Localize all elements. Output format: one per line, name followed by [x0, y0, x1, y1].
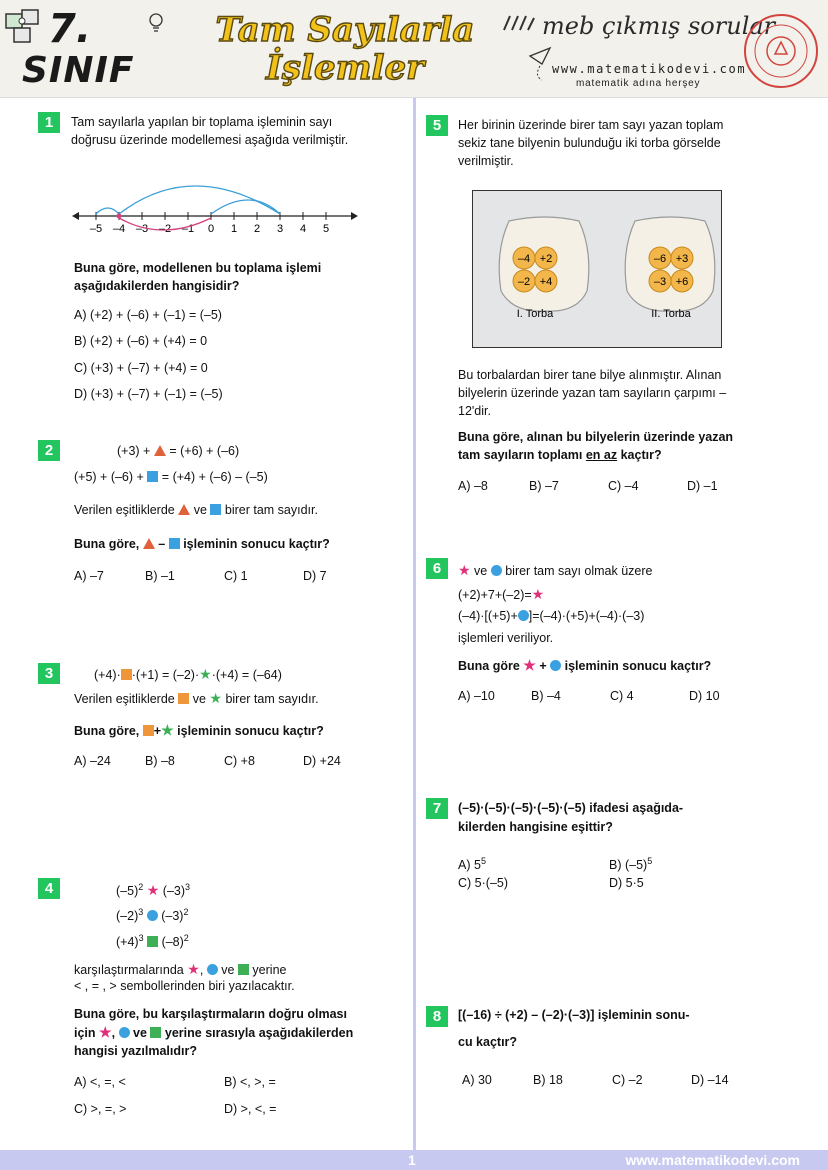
q7-option-c[interactable]: C) 5·(–5) — [458, 876, 509, 890]
blue-circle-icon — [518, 610, 529, 621]
ball-label: +4 — [539, 276, 553, 288]
pink-star-icon: ★ — [187, 961, 200, 977]
triangle-icon — [154, 445, 166, 456]
tick-label: 2 — [253, 223, 261, 235]
q8-option-c[interactable]: C) –2 — [612, 1073, 643, 1087]
paper-plane-icon — [528, 46, 554, 82]
q3-option-b[interactable]: B) –8 — [145, 754, 175, 768]
triangle-icon — [178, 504, 190, 515]
ball-label: +2 — [539, 253, 553, 265]
blue-square-icon — [169, 538, 180, 549]
ball-label: +6 — [675, 276, 689, 288]
question-number-4: 4 — [38, 878, 60, 899]
q7-question-line-1: (–5)·(–5)·(–5)·(–5)·(–5) ifadesi aşağıda- — [458, 801, 684, 815]
q8-option-b[interactable]: B) 18 — [533, 1073, 563, 1087]
q5-info: Bu torbalardan birer tane bilye alınmıştır. Alınan bilyelerin üzerinde yazan tam sayıların çarpımı –12'dir. — [458, 368, 727, 418]
page-footer — [0, 1150, 828, 1170]
bags-figure — [472, 190, 722, 348]
grade-number: 7. — [48, 6, 92, 52]
tick-label: –4 — [112, 223, 126, 235]
question-number-1: 1 — [38, 112, 60, 133]
pink-star-icon: ★ — [458, 562, 471, 578]
q4-option-b[interactable]: B) <, >, = — [224, 1075, 276, 1089]
blue-circle-icon — [147, 910, 158, 921]
tick-label: –3 — [135, 223, 149, 235]
blue-arc-small — [96, 208, 119, 214]
tick-label: –2 — [158, 223, 172, 235]
q4-option-c[interactable]: C) >, =, > — [74, 1102, 127, 1116]
q1-text: Tam sayılarla yapılan bir toplama işleminin sayı doğrusu üzerinde modellemesi aşağıda verilmiştir. — [71, 115, 349, 147]
pink-star-icon: ★ — [531, 586, 545, 602]
ball-label: –3 — [653, 276, 667, 288]
green-star-icon: ★ — [199, 666, 212, 682]
ball-label: –6 — [653, 253, 667, 265]
q6-equation-2: (–4)·[(+5)+ ]=(–4)·(+5)+(–4)·(–3) — [458, 609, 645, 623]
pink-star-icon: ★ — [99, 1024, 112, 1040]
blue-circle-icon — [491, 565, 502, 576]
q2-option-c[interactable]: C) 1 — [224, 569, 248, 583]
footer-site[interactable]: www.matematikodevi.com — [625, 1152, 800, 1168]
tick-label: 0 — [207, 223, 215, 235]
tick-label: 5 — [322, 223, 330, 235]
q2-given: Verilen eşitliklerde ve birer tam sayıdır. — [74, 503, 318, 517]
q2-option-d[interactable]: D) 7 — [303, 569, 327, 583]
q5-option-b[interactable]: B) –7 — [529, 479, 559, 493]
q1-option-d[interactable]: D) (+3) + (–7) + (–1) = (–5) — [74, 387, 223, 401]
header-slogan: matematik adına herşey — [576, 78, 701, 89]
orange-square-icon — [178, 693, 189, 704]
question-number-2: 2 — [38, 440, 60, 461]
q4-comparison-1: $(-5)^2$ ★ $(-3)^3$ — [116, 882, 191, 899]
tick-label: 1 — [230, 223, 238, 235]
title-line-2: İşlemler — [265, 48, 425, 88]
q8-question-line-2: cu kaçtır? — [458, 1035, 518, 1049]
bag-2-label: II. Torba — [651, 308, 691, 320]
q4-question: Buna göre, bu karşılaştırmaların doğru olması için ★, ve yerine sırasıyla aşağıdakilerden hangisi yazılmalıdır? — [74, 1007, 354, 1058]
decorative-strokes-icon — [500, 12, 540, 34]
blue-square-icon — [147, 471, 158, 482]
blue-circle-icon — [207, 964, 218, 975]
tick-label: –5 — [89, 223, 103, 235]
q3-option-a[interactable]: A) –24 — [74, 754, 111, 768]
q7-option-d[interactable]: D) 5·5 — [609, 876, 644, 890]
q4-line-1: karşılaştırmalarında ★, ve yerine — [74, 961, 287, 977]
grade-word: SINIF — [22, 50, 135, 91]
green-square-icon — [150, 1027, 161, 1038]
q7-option-a[interactable]: A) $5^5$ — [458, 856, 486, 873]
q1-option-b[interactable]: B) (+2) + (–6) + (+4) = 0 — [74, 334, 208, 348]
pink-star-icon: ★ — [523, 657, 536, 673]
q6-question: Buna göre ★ + işleminin sonucu kaçtır? — [458, 657, 712, 673]
q3-option-d[interactable]: D) +24 — [303, 754, 341, 768]
puzzle-icon — [4, 6, 48, 46]
green-star-icon: ★ — [209, 690, 222, 706]
q2-question: Buna göre, – işleminin sonucu kaçtır? — [74, 537, 330, 551]
q8-option-d[interactable]: D) –14 — [691, 1073, 729, 1087]
triangle-icon — [143, 538, 155, 549]
question-number-7: 7 — [426, 798, 448, 819]
orange-square-icon — [143, 725, 154, 736]
q3-option-c[interactable]: C) +8 — [224, 754, 255, 768]
bag-2-icon — [625, 217, 715, 311]
q2-equation-2: (+5) + (–6) + = (+4) + (–6) – (–5) — [74, 470, 268, 484]
q6-option-c[interactable]: C) 4 — [610, 689, 634, 703]
bag-1-label: I. Torba — [516, 308, 554, 320]
q5-text: Her birinin üzerinde birer tam sayı yazan toplam sekiz tane bilyenin bulunduğu iki torba görselde verilmiştir. — [458, 118, 724, 168]
tick-label: 3 — [276, 223, 284, 235]
q3-given: Verilen eşitliklerde ve ★ birer tam sayıdır. — [74, 690, 319, 706]
meb-label: meb çıkmış sorular — [542, 12, 776, 40]
green-square-icon — [238, 964, 249, 975]
pink-star-icon: ★ — [146, 882, 160, 899]
green-star-icon: ★ — [161, 722, 174, 738]
q5-option-a[interactable]: A) –8 — [458, 479, 488, 493]
question-number-6: 6 — [426, 558, 448, 579]
orange-square-icon — [121, 669, 132, 680]
q1-option-c[interactable]: C) (+3) + (–7) + (+4) = 0 — [74, 361, 208, 375]
q4-comparison-2: $(-2)^3$ $(-3)^2$ — [116, 907, 189, 924]
blue-arc-large — [119, 186, 280, 214]
q5-option-d[interactable]: D) –1 — [687, 479, 718, 493]
green-square-icon — [147, 936, 158, 947]
q2-option-a[interactable]: A) –7 — [74, 569, 104, 583]
page-number: 1 — [408, 1152, 416, 1168]
header-site[interactable]: www.matematikodevi.com — [552, 62, 747, 76]
q4-option-a[interactable]: A) <, =, < — [74, 1075, 126, 1089]
q5-question: Buna göre, alınan bu bilyelerin üzerinde yazan tam sayıların toplamı en az kaçtır? — [458, 430, 734, 462]
q3-question: Buna göre, +★ işleminin sonucu kaçtır? — [74, 722, 324, 738]
question-number-3: 3 — [38, 663, 60, 684]
blue-square-icon — [210, 504, 221, 515]
q6-given: işlemleri veriliyor. — [458, 631, 554, 645]
tick-label: 4 — [299, 223, 307, 235]
q6-option-a[interactable]: A) –10 — [458, 689, 495, 703]
q7-question-line-2: kilerden hangisine eşittir? — [458, 820, 613, 834]
title-line-1: Tam Sayılarla — [215, 10, 475, 50]
q6-line-1: ★ ve birer tam sayı olmak üzere — [458, 562, 653, 578]
q4-comparison-3: $(+4)^3$ $(-8)^2$ — [116, 933, 189, 950]
q7-option-b[interactable]: B) $(-5)^5$ — [609, 856, 653, 873]
blue-circle-icon — [119, 1027, 130, 1038]
column-divider — [413, 98, 416, 1150]
q6-option-d[interactable]: D) 10 — [689, 689, 720, 703]
tick-label: –1 — [181, 223, 195, 235]
question-number-8: 8 — [426, 1006, 448, 1027]
blue-arc-medium — [211, 200, 280, 214]
q4-option-d[interactable]: D) >, <, = — [224, 1102, 277, 1116]
blue-circle-icon — [550, 660, 561, 671]
ministry-seal-icon — [742, 12, 820, 90]
q6-option-b[interactable]: B) –4 — [531, 689, 561, 703]
q2-option-b[interactable]: B) –1 — [145, 569, 175, 583]
ball-label: +3 — [675, 253, 689, 265]
page-header — [0, 0, 828, 98]
q4-line-2: < , = , > sembollerinden biri yazılacaktır. — [74, 979, 295, 993]
number-line — [72, 172, 358, 242]
q1-question: Buna göre, modellenen bu toplama işlemi aşağıdakilerden hangisidir? — [74, 261, 322, 293]
q1-option-a[interactable]: A) (+2) + (–6) + (–1) = (–5) — [74, 308, 222, 322]
q8-option-a[interactable]: A) 30 — [462, 1073, 492, 1087]
q3-equation: (+4)· ·(+1) = (–2)·★·(+4) = (–64) — [94, 666, 282, 682]
ball-label: –2 — [517, 276, 531, 288]
q5-option-c[interactable]: C) –4 — [608, 479, 639, 493]
q8-question-line-1: [(–16) ÷ (+2) – (–2)·(–3)] işleminin sonu- — [458, 1008, 690, 1022]
ball-label: –4 — [517, 253, 531, 265]
q6-equation-1: (+2)+7+(–2)=★ — [458, 586, 545, 602]
question-number-5: 5 — [426, 115, 448, 136]
q2-equation-1: (+3) + = (+6) + (–6) — [117, 444, 240, 458]
